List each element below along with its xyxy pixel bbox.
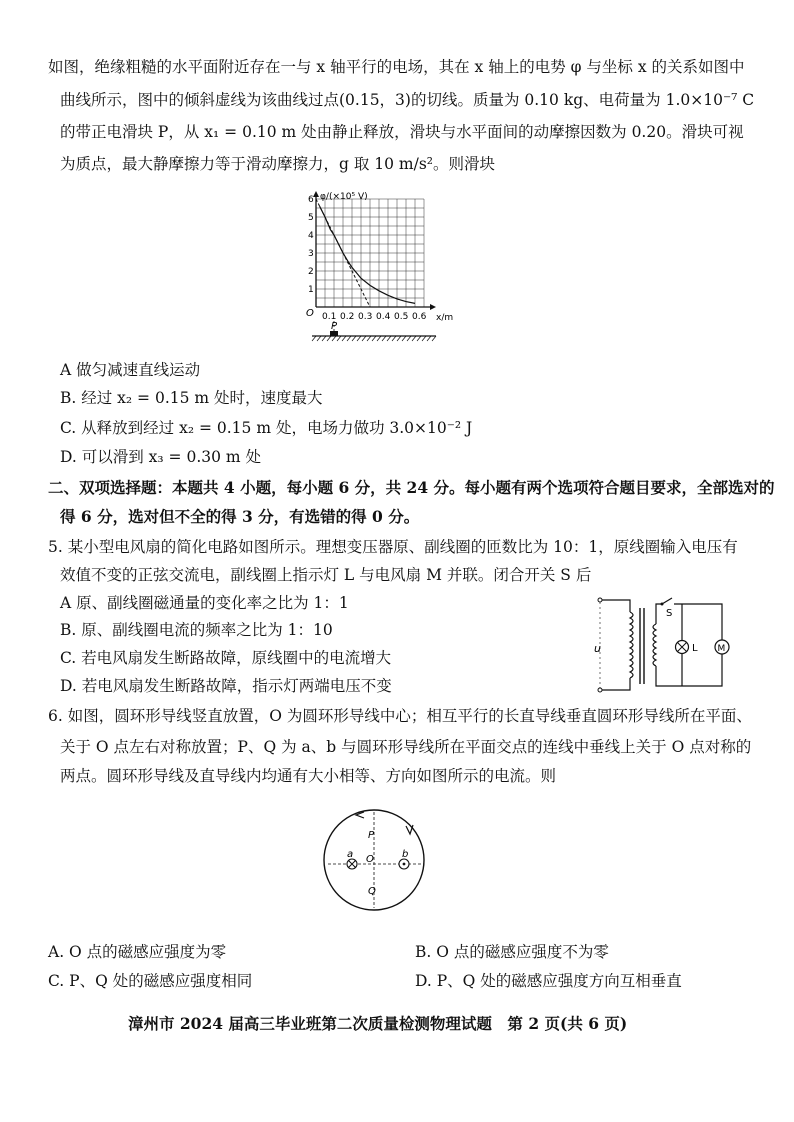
y-axis-label: φ/(×10⁵ V) — [320, 192, 368, 202]
hatch-line — [357, 336, 361, 341]
y-tick-labels — [308, 195, 314, 295]
hatch-line — [422, 336, 426, 341]
q5-option-b[interactable]: B. 原、副线圈电流的频率之比为 1：10 — [60, 621, 333, 639]
hatch-line — [317, 336, 321, 341]
transformer-circuit — [590, 594, 740, 698]
q6-stem-line: 两点。圆环形导线及直导线内均通有大小相等、方向如图所示的电流。则 — [60, 767, 557, 785]
hatch-line — [322, 336, 326, 341]
q4-option-c[interactable]: C. 从释放到经过 x₂ = 0.15 m 处，电场力做功 3.0×10⁻² J — [60, 419, 473, 437]
hatch-line — [432, 336, 436, 341]
ring-current-arrow — [406, 825, 413, 834]
q4-option-a[interactable]: A 做匀减速直线运动 — [60, 361, 201, 379]
q5-option-a[interactable]: A 原、副线圈磁通量的变化率之比为 1：1 — [60, 594, 349, 612]
y-tick-label: 3 — [308, 249, 314, 259]
hatch-line — [382, 336, 386, 341]
circuit-u-label: u — [594, 642, 601, 655]
hatch-line — [367, 336, 371, 341]
hatch-line — [407, 336, 411, 341]
y-tick-label: 4 — [308, 231, 314, 241]
hatch-line — [412, 336, 416, 341]
ring-wire-diagram — [318, 796, 438, 926]
label-b: b — [402, 849, 409, 860]
label-o: O — [366, 854, 374, 865]
y-tick-label: 5 — [308, 213, 314, 223]
switch-s — [662, 598, 672, 604]
q6-option-b[interactable]: B. O 点的磁感应强度不为零 — [415, 943, 609, 961]
q5-option-d[interactable]: D. 若电风扇发生断路故障，指示灯两端电压不变 — [60, 677, 392, 695]
section2-line: 得 6 分，选对但不全的得 3 分，有选错的得 0 分。 — [60, 507, 420, 526]
label-p: P — [368, 830, 375, 841]
hatch-line — [392, 336, 396, 341]
circuit-m-label: M — [717, 644, 726, 654]
q6-option-c[interactable]: C. P、Q 处的磁感应强度相同 — [48, 972, 253, 990]
x-tick-label: 0.2 — [340, 312, 355, 322]
hatch-line — [312, 336, 316, 341]
x-tick-label: 0.3 — [358, 312, 373, 322]
x-tick-label: 0.1 — [322, 312, 337, 322]
page-footer: 漳州市 2024 届高三毕业班第二次质量检测物理试题 第 2 页(共 6 页) — [128, 1014, 628, 1033]
x-tick-label: 0.5 — [394, 312, 409, 322]
y-tick-label: 6 — [308, 195, 314, 205]
q5-stem-line: 效值不变的正弦交流电，副线圈上指示灯 L 与电风扇 M 并联。闭合开关 S 后 — [60, 566, 592, 584]
x-axis-label: x/m — [436, 313, 454, 323]
x-tick-labels — [322, 312, 427, 322]
hatch-line — [342, 336, 346, 341]
q4-stem-line: 如图，绝缘粗糙的水平面附近存在一与 x 轴平行的电场，其在 x 轴上的电势 φ 与坐标 x 的关系如图中 — [48, 58, 745, 76]
hatch-line — [337, 336, 341, 341]
q6-stem-line: 关于 O 点左右对称放置；P、Q 为 a、b 与圆环形导线所在平面交点的连线中垂线上关于 O 点对称的 — [60, 738, 752, 756]
hatch-line — [397, 336, 401, 341]
q4-stem-line: 为质点，最大静摩擦力等于滑动摩擦力，g 取 10 m/s²。则滑块 — [60, 155, 496, 173]
hatch-line — [387, 336, 391, 341]
q5-option-c[interactable]: C. 若电风扇发生断路故障，原线圈中的电流增大 — [60, 649, 392, 667]
hatch-line — [372, 336, 376, 341]
origin-label: O — [306, 308, 314, 319]
x-tick-label: 0.6 — [412, 312, 427, 322]
hatch-line — [402, 336, 406, 341]
hatch-line — [352, 336, 356, 341]
q6-option-d[interactable]: D. P、Q 处的磁感应强度方向互相垂直 — [415, 972, 682, 990]
y-axis-arrow — [313, 191, 319, 197]
hatch-line — [362, 336, 366, 341]
label-a: a — [347, 849, 354, 860]
secondary-coil — [653, 624, 656, 666]
q4-option-d[interactable]: D. 可以滑到 x₃ = 0.30 m 处 — [60, 448, 262, 466]
ground-hatch — [312, 336, 436, 341]
circuit-l-label: L — [692, 643, 698, 654]
y-tick-label: 1 — [308, 285, 314, 295]
q4-stem-line: 的带正电滑块 P，从 x₁ = 0.10 m 处由静止释放，滑块与水平面间的动摩擦因数为 0.20。滑块可视 — [60, 123, 744, 141]
section2-line: 二、双项选择题：本题共 4 小题，每小题 6 分，共 24 分。每小题有两个选项符合题目要求，全部选对的 — [48, 478, 775, 497]
y-tick-label: 2 — [308, 267, 314, 277]
q6-option-a[interactable]: A. O 点的磁感应强度为零 — [48, 943, 227, 961]
hatch-line — [332, 336, 336, 341]
hatch-line — [417, 336, 421, 341]
x-tick-label: 0.4 — [376, 312, 391, 322]
hatch-line — [377, 336, 381, 341]
block-label: P — [331, 321, 338, 332]
x-axis-arrow — [430, 304, 436, 310]
circuit-s-label: S — [666, 608, 673, 619]
q4-stem-line: 曲线所示，图中的倾斜虚线为该曲线过点(0.15，3)的切线。质量为 0.10 kg、电荷量为 1.0×10⁻⁷ C — [60, 91, 755, 109]
q4-option-b[interactable]: B. 经过 x₂ = 0.15 m 处时，速度最大 — [60, 389, 323, 407]
q5-stem-line: 5. 某小型电风扇的简化电路如图所示。理想变压器原、副线圈的匝数比为 10：1，原线圈输入电压有 — [48, 538, 738, 556]
potential-graph — [290, 188, 470, 358]
hatch-line — [327, 336, 331, 341]
label-q: Q — [368, 886, 376, 897]
hatch-line — [427, 336, 431, 341]
graph-grid — [316, 199, 424, 307]
hatch-line — [347, 336, 351, 341]
q6-stem-line: 6. 如图，圆环形导线竖直放置，O 为圆环形导线中心；相互平行的长直导线垂直圆环形导线所在平面、 — [48, 707, 752, 725]
primary-coil — [630, 612, 633, 678]
